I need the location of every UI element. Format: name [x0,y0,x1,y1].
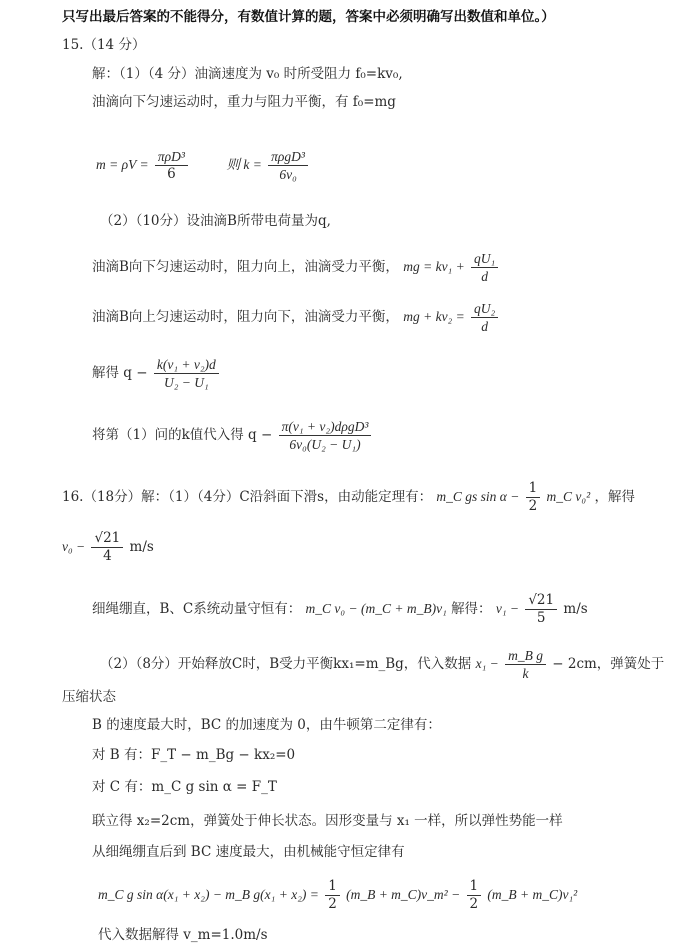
q16-line-5: 压缩状态 [62,689,116,705]
q16-line-7: 对 B 有：F_T − m_Bg − kx₂=0 [92,747,296,763]
q16-line-10: 从细绳绷直后到 BC 速度最大，由机械能守恒定律有 [92,844,405,860]
fraction: $\frac{√21}{4}$ [91,530,123,565]
q15-equation-mass [96,148,310,183]
q15-line-3: （2）（10分）设油滴B所带电荷量为q, [100,213,331,229]
eq-text: 则 k = [226,157,262,172]
q15-line-1: 解：（1）（4 分）油滴速度为 v₀ 时所受阻力 f₀=kv₀, [92,66,403,82]
fraction: $\frac{\text{k(v₁ + v₂)d}}{\text{U₂ − U₁}}$ [154,356,219,391]
q16-line-6: B 的速度最大时，BC 的加速度为 0，由牛顿第二定律有： [92,717,441,733]
fraction: $\frac{1}{2}$ [526,480,541,515]
fraction: $\frac{1}{2}$ [467,878,482,913]
fraction: $\frac{1}{2}$ [325,878,340,913]
fraction: $\frac{\text{qU₂}}{d}$ [471,300,498,335]
q15-title: 15.（14 分） [62,37,146,53]
q16-line-3: 细绳绷直，B、C系统动量守恒有： m_C v₀ − (m_C + m_B)v₁ 解得： v₁ − $\frac{√21}{5}$ m/s [92,592,588,626]
q16-line-9: 联立得 x₂=2cm，弹簧处于伸长状态。因形变量与 x₁ 一样，所以弹性势能一样 [92,813,563,829]
fraction: $\frac{\text{πρgD³}}{\text{6v₀}}$ [268,148,308,183]
fraction: $\frac{√21}{5}$ [525,592,557,627]
q15-line-4: 油滴B向下匀速运动时，阻力向上，油滴受力平衡， mg = kv₁ + $\frac{\text{qU₁}}{d}$ [92,250,500,285]
q16-line-1: 16.（18分）解：（1）（4分）C沿斜面下滑s，由动能定理有： m_C gs sin α − $\frac{1}{2}$ m_C v₀² ，解得 [62,480,635,514]
q16-line-11: m_C g sin α(x₁ + x₂) − m_B g(x₁ + x₂) = $\frac{1}{2}$ (m_B + m_C)v_m² − $\frac{1}{2}$ (m_B + m_C)v₁² [98,878,578,912]
instruction-header: 只写出最后答案的不能得分，有数值计算的题，答案中必须明确写出数值和单位。） [62,9,555,25]
q15-line-6: 解得 q − $\frac{\text{k(v₁ + v₂)d}}{\text{U₂ − U₁}}$ [92,356,221,391]
q15-line-2: 油滴向下匀速运动时，重力与阻力平衡，有 f₀=mg [92,94,396,110]
fraction: $\frac{\text{m\_B g}}{k}$ [505,647,546,682]
q16-line-8: 对 C 有：m_C g sin α = F_T [92,779,277,795]
fraction: $\frac{\text{π(v₁ + v₂)dρgD³}}{\text{6v₀(U₂ − U₁)}}$ [279,418,372,453]
fraction: $\frac{\text{πρD³}}{6}$ [155,148,188,183]
q16-line-4: （2）（8分）开始释放C时，B受力平衡kx₁=m_Bg，代入数据 x₁ − $\frac{\text{m\_B g}}{k}$ − 2cm，弹簧处于 [100,648,665,681]
fraction: $\frac{\text{qU₁}}{d}$ [471,250,498,285]
q16-line-12: 代入数据解得 v_m=1.0m/s [98,927,268,943]
q15-line-7: 将第（1）问的k值代入得 q − $\frac{\text{π(v₁ + v₂)dρgD³}}{\text{6v₀(U₂ − U₁)}}$ [92,418,373,453]
eq-text: m = ρV = [96,157,149,172]
q16-line-2: v₀ − $\frac{√21}{4}$ m/s [62,530,154,564]
q15-line-5: 油滴B向上匀速运动时，阻力向下，油滴受力平衡， mg + kv₂ = $\frac{\text{qU₂}}{d}$ [92,300,500,335]
